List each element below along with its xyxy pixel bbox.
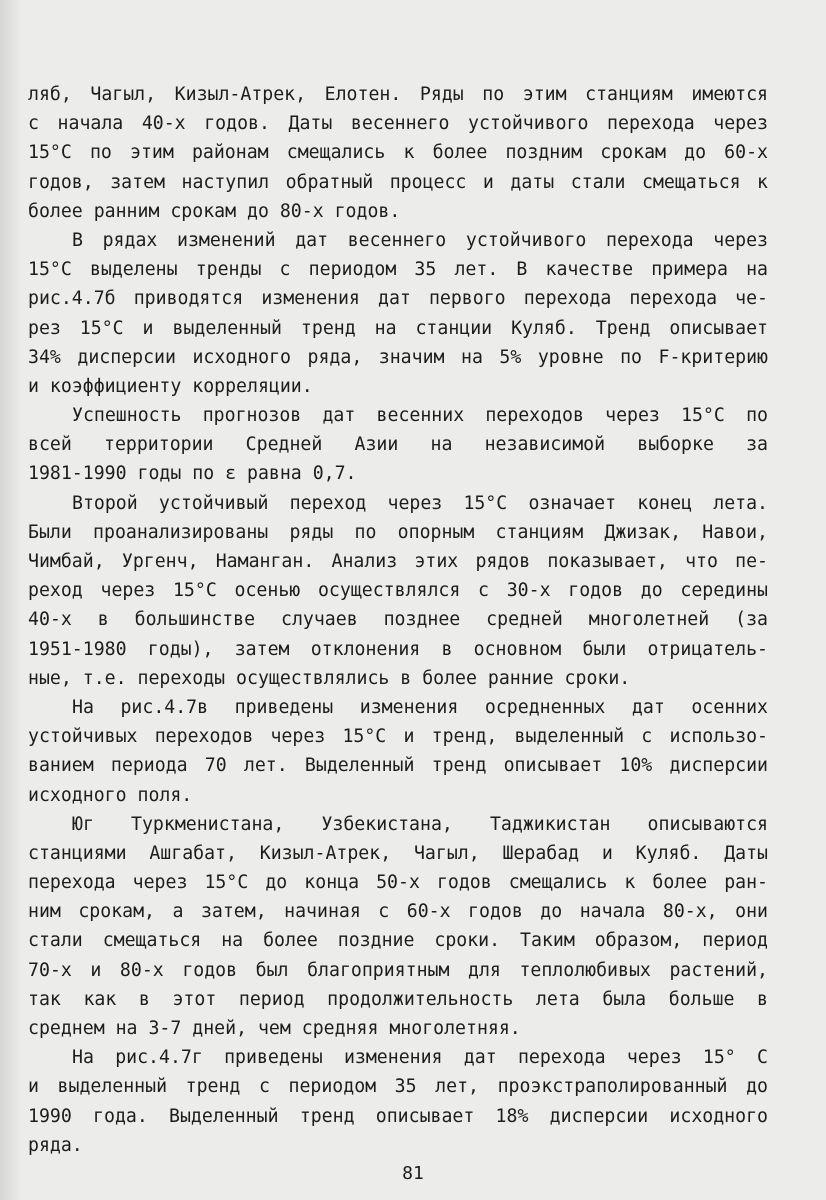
text-line: устойчивых переходов через 15°С и тренд, выделенный с использо- xyxy=(28,726,768,748)
text-line: с начала 40-х годов. Даты весеннего устойчивого перехода через xyxy=(28,113,768,135)
text-line: Юг Туркменистана, Узбекистана, Таджикистан описываются xyxy=(72,813,768,835)
text-line: годов, затем наступил обратный процесс и даты стали смещаться к xyxy=(28,171,768,193)
text-line: ляб, Чагыл, Кизыл-Атрек, Елотен. Ряды по этим станциям имеются xyxy=(28,84,768,105)
text-line: На рис.4.7в приведены изменения осредненных дат осенних xyxy=(72,696,768,718)
text-line: рис.4.7б приводятся изменения дат первого перехода перехода че- xyxy=(28,288,768,310)
text-line: более ранним срокам до 80-х годов. xyxy=(28,200,401,222)
text-line: Успешность прогнозов дат весенних переходов через 15°С по xyxy=(72,405,768,427)
text-line: так как в этот период продолжительность лета была больше в xyxy=(28,988,768,1010)
text-line: 70-х и 80-х годов был благоприятным для теплолюбивых растений, xyxy=(28,959,768,981)
text-line: стали смещаться на более поздние сроки. Таким образом, период xyxy=(28,930,768,952)
text-line: рез 15°С и выделенный тренд на станции Куляб. Тренд описывает xyxy=(28,317,768,339)
text-line: станциями Ашгабат, Кизыл-Атрек, Чагыл, Шерабад и Куляб. Даты xyxy=(28,842,768,864)
text-line: ванием периода 70 лет. Выделенный тренд описывает 10% дисперсии xyxy=(28,755,768,777)
text-line: 1951-1980 годы), затем отклонения в основном были отрицатель- xyxy=(28,638,768,660)
text-line: и коэффициенту корреляции. xyxy=(28,375,313,397)
text-line: 1990 года. Выделенный тренд описывает 18% дисперсии исходного xyxy=(28,1105,768,1127)
text-line: Были проанализированы ряды по опорным станциям Джизак, Навои, xyxy=(28,521,768,543)
text-line: Второй устойчивый переход через 15°С означает конец лета. xyxy=(72,492,768,514)
text-line: реход через 15°С осенью осуществлялся с 30-х годов до середины xyxy=(28,580,768,602)
text-line: и выделенный тренд с периодом 35 лет, проэкстраполированный до xyxy=(28,1076,768,1098)
text-line: всей территории Средней Азии на независимой выборке за xyxy=(28,434,768,456)
text-line: 40-х в большинстве случаев позднее средней многолетней (за xyxy=(28,609,768,631)
body-text xyxy=(28,80,768,1160)
text-line: ные, т.е. переходы осуществлялись в более ранние сроки. xyxy=(28,667,631,689)
page-edge-shadow xyxy=(0,0,22,1200)
text-line: 15°С выделены тренды с периодом 35 лет. В качестве примера на xyxy=(28,259,768,281)
text-line: перехода через 15°С до конца 50-х годов смещались к более ран- xyxy=(28,872,768,894)
text-line: 1981-1990 годы по ε равна 0,7. xyxy=(28,463,357,485)
text-line: 15°С по этим районам смещались к более поздним срокам до 60-х xyxy=(28,142,768,164)
text-line: среднем на 3-7 дней, чем средняя многолетняя. xyxy=(28,1018,521,1039)
text-line: Чимбай, Ургенч, Наманган. Анализ этих рядов показывает, что пе- xyxy=(28,551,768,572)
text-line: исходного поля. xyxy=(28,784,193,806)
text-line: ним срокам, а затем, начиная с 60-х годов до начала 80-х, они xyxy=(28,901,768,923)
text-line: В рядах изменений дат весеннего устойчивого перехода через xyxy=(72,229,768,251)
page-number: 81 xyxy=(402,1163,424,1184)
text-line: 34% дисперсии исходного ряда, значим на 5% уровне по F-критерию xyxy=(28,346,768,368)
text-line: ряда. xyxy=(28,1134,83,1156)
text-line: На рис.4.7г приведены изменения дат перехода через 15° С xyxy=(72,1047,768,1069)
